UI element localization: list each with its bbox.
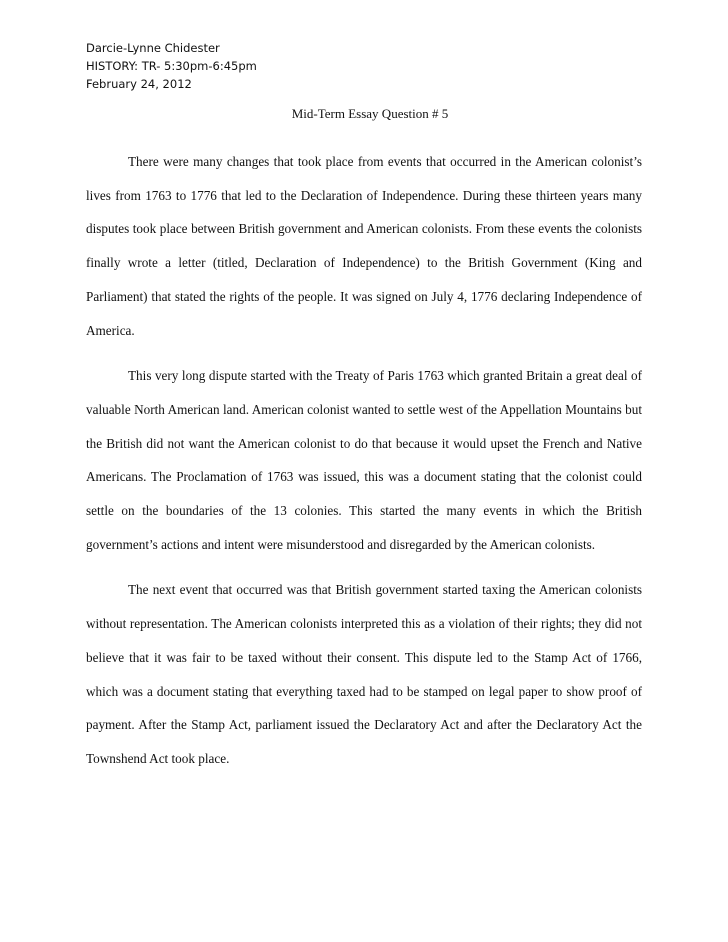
- essay-title: Mid-Term Essay Question # 5: [291, 106, 449, 121]
- essay-paragraph-2: This very long dispute started with the Treaty of Paris 1763 which granted Britain a great deal of valuable North American land. American colonist wanted to settle west of the Appellation Mountains but the British did not want the American colonist to do that because it would upset the French and Native Americans. The Proclamation of 1763 was issued, this was a document stating that the colonist could settle on the boundaries of the 13 colonies. This started the many events in which the British government’s actions and intent were misunderstood and disregarded by the American colonists.: [86, 368, 642, 552]
- document-header: [86, 39, 257, 93]
- document-date: February 24, 2012: [86, 77, 192, 91]
- essay-paragraph-3: The next event that occurred was that British government started taxing the American colonists without representation. The American colonists interpreted this as a violation of their rights; they did not believe that it was fair to be taxed without their consent. This dispute led to the Stamp Act of 1766, which was a document stating that everything taxed had to be stamped on legal paper to show proof of payment. After the Stamp Act, parliament issued the Declaratory Act and after the Declaratory Act the Townshend Act took place.: [86, 582, 642, 766]
- essay-body: [86, 145, 642, 788]
- essay-paragraph-1: There were many changes that took place from events that occurred in the American colonist’s lives from 1763 to 1776 that led to the Declaration of Independence. During these thirteen years many disputes took place between British government and American colonists. From these events the colonists finally wrote a letter (titled, Declaration of Independence) to the British Government (King and Parliament) that stated the rights of the people. It was signed on July 4, 1776 declaring Independence of America.: [86, 154, 642, 338]
- author-name: Darcie-Lynne Chidester: [86, 41, 220, 55]
- course-info: HISTORY: TR- 5:30pm-6:45pm: [86, 59, 257, 73]
- essay-title-container: [0, 106, 728, 122]
